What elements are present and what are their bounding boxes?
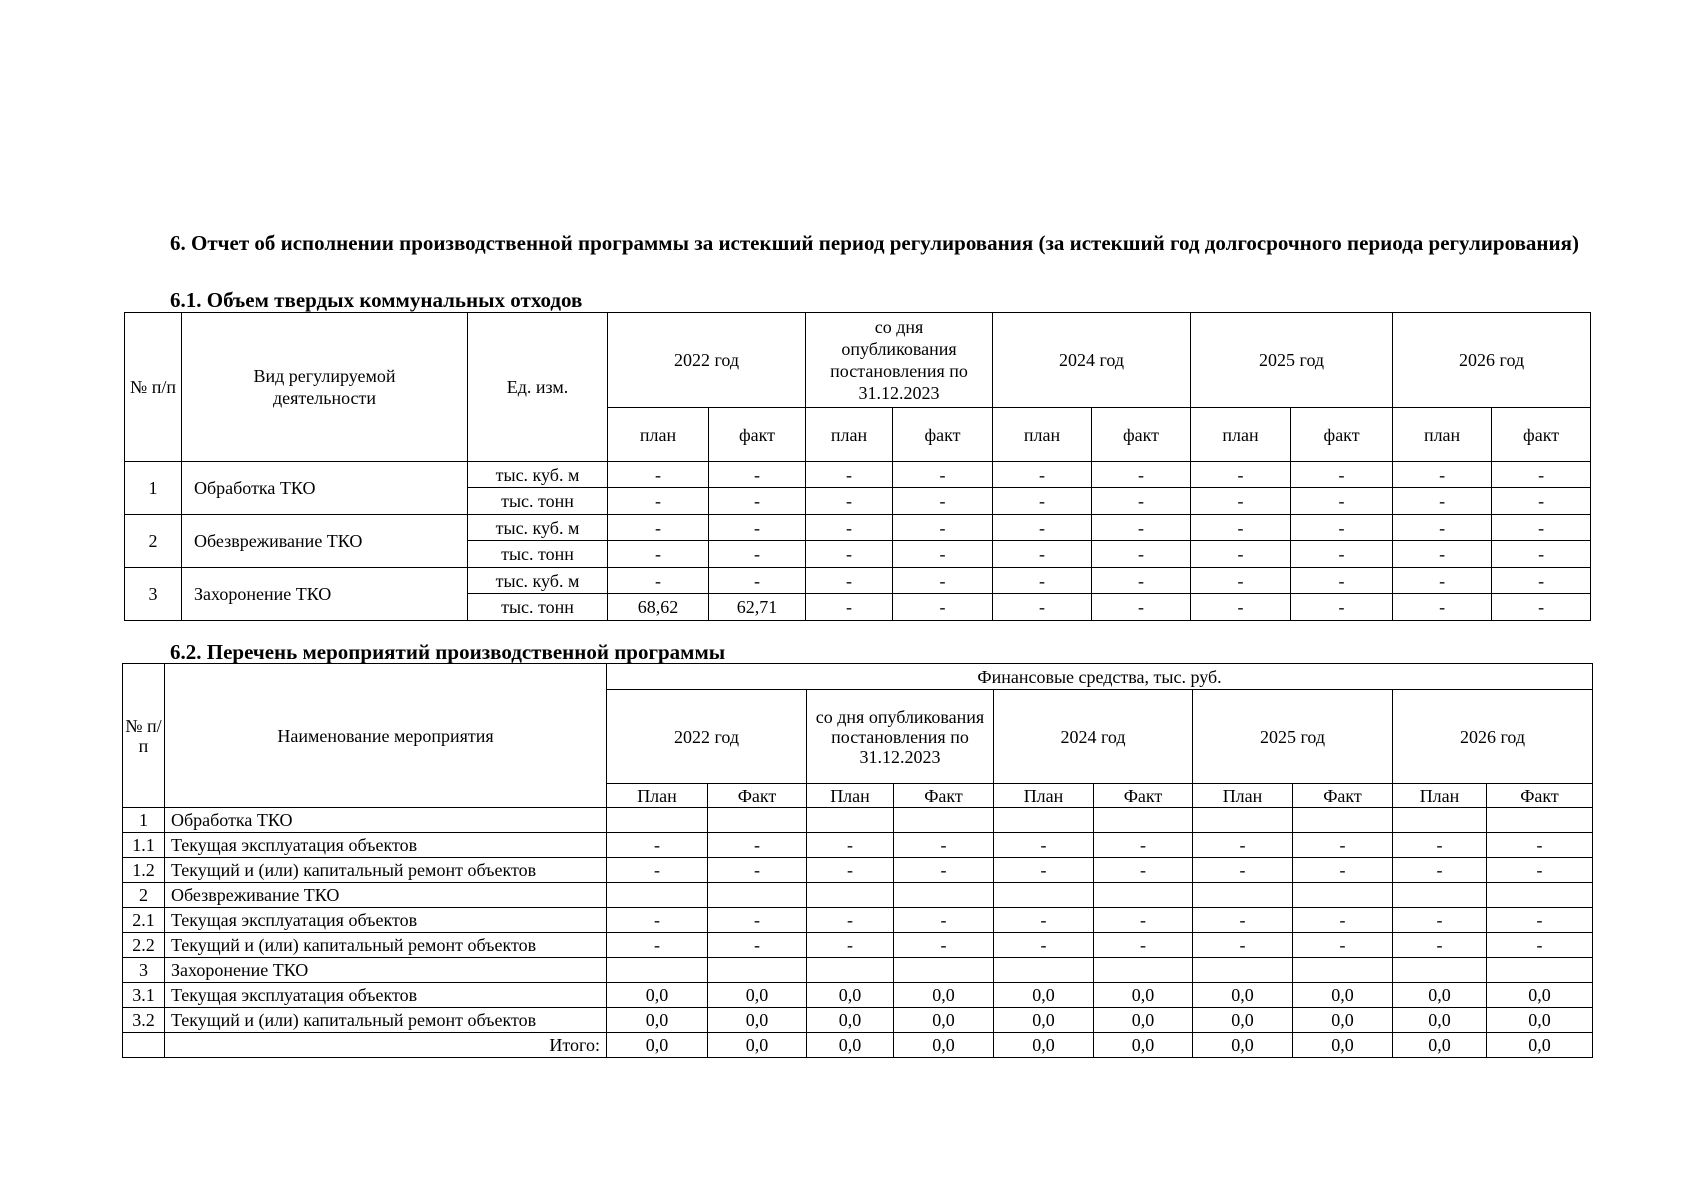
value-cell: - (608, 515, 709, 541)
row-measure-name: Обезвреживание ТКО (165, 883, 607, 908)
row-measure-name: Обработка ТКО (165, 808, 607, 833)
value-cell: 0,0 (894, 1008, 994, 1033)
section-6-title: 6. Отчет об исполнении производственной программы за истекший период регулирования (за истекший год долгосрочного периода регулирования) (170, 231, 1579, 255)
value-cell (807, 958, 894, 983)
value-cell: - (806, 462, 893, 488)
total-value-cell: 0,0 (894, 1033, 994, 1058)
value-cell: - (1487, 933, 1593, 958)
table-row (125, 515, 1591, 541)
value-cell: - (994, 933, 1094, 958)
row-measure-name: Текущий и (или) капитальный ремонт объектов (165, 933, 607, 958)
row-num: 2.2 (123, 933, 165, 958)
total-value-cell: 0,0 (994, 1033, 1094, 1058)
value-cell: - (1092, 515, 1191, 541)
value-cell: - (1492, 541, 1591, 568)
header-fact: факт (709, 408, 806, 462)
header-period-2024: 2024 год (994, 690, 1193, 784)
value-cell: 0,0 (807, 1008, 894, 1033)
value-cell: - (1191, 462, 1291, 488)
table-row (123, 858, 1593, 883)
value-cell: - (1092, 568, 1191, 594)
header-period-2022: 2022 год (607, 690, 807, 784)
value-cell: - (1492, 462, 1591, 488)
value-cell: - (994, 833, 1094, 858)
value-cell: 0,0 (708, 1008, 807, 1033)
value-cell: - (708, 908, 807, 933)
value-cell (607, 883, 708, 908)
value-cell: - (1191, 568, 1291, 594)
value-cell: - (1291, 594, 1393, 621)
value-cell: 0,0 (607, 1008, 708, 1033)
row-measure-name: Текущая эксплуатация объектов (165, 983, 607, 1008)
value-cell: 0,0 (894, 983, 994, 1008)
value-cell: - (607, 833, 708, 858)
value-cell (1393, 958, 1487, 983)
value-cell: 0,0 (1193, 1008, 1293, 1033)
value-cell (1293, 883, 1393, 908)
value-cell: - (1193, 833, 1293, 858)
header-fact: факт (1492, 408, 1591, 462)
value-cell: - (1291, 488, 1393, 515)
header-plan: План (807, 784, 894, 808)
total-value-cell: 0,0 (1193, 1033, 1293, 1058)
row-measure-name: Текущий и (или) капитальный ремонт объектов (165, 1008, 607, 1033)
row-unit: тыс. тонн (468, 488, 608, 515)
value-cell: - (1094, 858, 1193, 883)
value-cell: - (894, 858, 994, 883)
row-num: 3 (123, 958, 165, 983)
value-cell: 68,62 (608, 594, 709, 621)
header-period-2024: 2024 год (993, 313, 1191, 408)
value-cell: - (608, 462, 709, 488)
value-cell: - (994, 908, 1094, 933)
value-cell: - (709, 541, 806, 568)
value-cell (994, 958, 1094, 983)
value-cell: - (993, 594, 1092, 621)
value-cell (994, 808, 1094, 833)
header-measure-name: Наименование мероприятия (165, 664, 607, 808)
total-label: Итого: (165, 1033, 607, 1058)
waste-volume-table (124, 312, 1591, 621)
row-activity-name: Обработка ТКО (182, 462, 468, 515)
table-row (123, 933, 1593, 958)
header-period-2025: 2025 год (1191, 313, 1393, 408)
header-period-2026: 2026 год (1393, 690, 1593, 784)
row-unit: тыс. куб. м (468, 568, 608, 594)
value-cell: - (1092, 462, 1191, 488)
row-num: 2.1 (123, 908, 165, 933)
value-cell: - (1092, 488, 1191, 515)
header-period-2026: 2026 год (1393, 313, 1591, 408)
total-row (123, 1033, 1593, 1058)
value-cell (807, 808, 894, 833)
value-cell: - (1393, 568, 1492, 594)
row-measure-name: Текущая эксплуатация объектов (165, 908, 607, 933)
value-cell: 0,0 (1094, 1008, 1193, 1033)
value-cell (807, 883, 894, 908)
header-plan: План (994, 784, 1094, 808)
value-cell: - (1492, 594, 1591, 621)
value-cell (1487, 883, 1593, 908)
value-cell: - (806, 594, 893, 621)
value-cell: - (993, 488, 1092, 515)
value-cell: - (1291, 462, 1393, 488)
value-cell: - (993, 541, 1092, 568)
header-period-2025: 2025 год (1193, 690, 1393, 784)
value-cell: - (1291, 515, 1393, 541)
value-cell: - (607, 858, 708, 883)
value-cell: - (1291, 568, 1393, 594)
header-fact: Факт (708, 784, 807, 808)
value-cell: - (1487, 858, 1593, 883)
header-fact: факт (1291, 408, 1393, 462)
value-cell: - (807, 908, 894, 933)
value-cell (708, 958, 807, 983)
value-cell: - (608, 488, 709, 515)
table-row (123, 908, 1593, 933)
value-cell: - (1492, 568, 1591, 594)
value-cell: - (893, 462, 993, 488)
header-fact: факт (1092, 408, 1191, 462)
value-cell: - (1191, 541, 1291, 568)
header-period-2023: со дня опубликования постановления по 31.12.2023 (807, 690, 994, 784)
value-cell: - (993, 568, 1092, 594)
value-cell: - (1191, 515, 1291, 541)
value-cell: - (894, 908, 994, 933)
value-cell (1094, 808, 1193, 833)
value-cell: 0,0 (708, 983, 807, 1008)
row-unit: тыс. куб. м (468, 515, 608, 541)
row-num: 2 (125, 515, 182, 568)
value-cell: - (1092, 541, 1191, 568)
value-cell: - (1293, 908, 1393, 933)
value-cell: - (893, 515, 993, 541)
table-row (123, 1008, 1593, 1033)
header-period-2022: 2022 год (608, 313, 806, 408)
value-cell: - (708, 933, 807, 958)
header-finance: Финансовые средства, тыс. руб. (607, 664, 1593, 690)
value-cell: - (709, 568, 806, 594)
value-cell (1193, 808, 1293, 833)
value-cell: - (1291, 541, 1393, 568)
row-measure-name: Захоронение ТКО (165, 958, 607, 983)
value-cell: - (1492, 488, 1591, 515)
header-activity: Вид регулируемой деятельности (182, 313, 468, 462)
value-cell: - (1487, 908, 1593, 933)
value-cell (607, 958, 708, 983)
value-cell: 0,0 (1094, 983, 1193, 1008)
value-cell: 0,0 (1487, 983, 1593, 1008)
header-fact: Факт (1094, 784, 1193, 808)
row-measure-name: Текущая эксплуатация объектов (165, 833, 607, 858)
value-cell: - (607, 933, 708, 958)
row-num: 3.2 (123, 1008, 165, 1033)
table-row (123, 833, 1593, 858)
row-activity-name: Захоронение ТКО (182, 568, 468, 621)
total-value-cell: 0,0 (1094, 1033, 1193, 1058)
header-fact: Факт (894, 784, 994, 808)
row-num: 1.2 (123, 858, 165, 883)
value-cell: - (1191, 594, 1291, 621)
value-cell: - (708, 833, 807, 858)
row-measure-name: Текущий и (или) капитальный ремонт объектов (165, 858, 607, 883)
header-fact: факт (893, 408, 993, 462)
value-cell: 0,0 (1393, 983, 1487, 1008)
value-cell: 0,0 (1487, 1008, 1593, 1033)
value-cell: - (993, 462, 1092, 488)
value-cell: - (1393, 541, 1492, 568)
header-num: № п/п (123, 664, 165, 808)
row-unit: тыс. тонн (468, 594, 608, 621)
row-activity-name: Обезвреживание ТКО (182, 515, 468, 568)
value-cell (708, 808, 807, 833)
total-num-empty (123, 1033, 165, 1058)
value-cell: - (806, 568, 893, 594)
header-num: № п/п (125, 313, 182, 462)
value-cell: - (1393, 933, 1487, 958)
section-6-1-title: 6.1. Объем твердых коммунальных отходов (170, 288, 583, 312)
value-cell: - (1191, 488, 1291, 515)
value-cell: - (608, 541, 709, 568)
value-cell: 0,0 (1293, 983, 1393, 1008)
value-cell: - (1393, 833, 1487, 858)
value-cell (1393, 808, 1487, 833)
value-cell: 0,0 (994, 1008, 1094, 1033)
value-cell: - (1193, 933, 1293, 958)
table-row (125, 462, 1591, 488)
value-cell (1193, 958, 1293, 983)
value-cell: - (1293, 833, 1393, 858)
header-plan: План (1193, 784, 1293, 808)
value-cell: - (1492, 515, 1591, 541)
program-measures-table (122, 663, 1593, 1058)
value-cell: - (1487, 833, 1593, 858)
value-cell: - (1393, 594, 1492, 621)
value-cell: 0,0 (1193, 983, 1293, 1008)
header-plan: План (607, 784, 708, 808)
total-value-cell: 0,0 (607, 1033, 708, 1058)
value-cell: - (1193, 908, 1293, 933)
section-6-2-title: 6.2. Перечень мероприятий производственной программы (170, 640, 726, 664)
header-unit: Ед. изм. (468, 313, 608, 462)
value-cell (1487, 808, 1593, 833)
value-cell: - (1393, 858, 1487, 883)
value-cell (1293, 958, 1393, 983)
value-cell: - (1094, 833, 1193, 858)
value-cell: 0,0 (807, 983, 894, 1008)
value-cell: 0,0 (607, 983, 708, 1008)
header-plan: план (1191, 408, 1291, 462)
value-cell: - (708, 858, 807, 883)
value-cell: - (1393, 462, 1492, 488)
row-num: 3 (125, 568, 182, 621)
value-cell: - (807, 833, 894, 858)
row-num: 1 (123, 808, 165, 833)
value-cell: - (806, 541, 893, 568)
value-cell (894, 808, 994, 833)
total-value-cell: 0,0 (1393, 1033, 1487, 1058)
value-cell: - (709, 515, 806, 541)
value-cell: - (993, 515, 1092, 541)
row-unit: тыс. куб. м (468, 462, 608, 488)
header-plan: план (1393, 408, 1492, 462)
value-cell: - (893, 488, 993, 515)
value-cell (894, 958, 994, 983)
table-row (123, 883, 1593, 908)
row-num: 3.1 (123, 983, 165, 1008)
value-cell: 0,0 (1293, 1008, 1393, 1033)
value-cell: - (1193, 858, 1293, 883)
total-value-cell: 0,0 (708, 1033, 807, 1058)
row-unit: тыс. тонн (468, 541, 608, 568)
value-cell (1094, 883, 1193, 908)
table-row (123, 808, 1593, 833)
value-cell: - (1293, 933, 1393, 958)
header-fact: Факт (1293, 784, 1393, 808)
value-cell (1094, 958, 1193, 983)
total-value-cell: 0,0 (1487, 1033, 1593, 1058)
row-num: 2 (123, 883, 165, 908)
value-cell: - (1094, 933, 1193, 958)
value-cell: - (807, 933, 894, 958)
value-cell: - (894, 933, 994, 958)
header-plan: План (1393, 784, 1487, 808)
total-value-cell: 0,0 (1293, 1033, 1393, 1058)
value-cell (1487, 958, 1593, 983)
value-cell (994, 883, 1094, 908)
row-num: 1.1 (123, 833, 165, 858)
value-cell: - (806, 488, 893, 515)
value-cell: - (994, 858, 1094, 883)
value-cell (1193, 883, 1293, 908)
value-cell: - (1092, 594, 1191, 621)
value-cell: - (893, 541, 993, 568)
value-cell: - (1293, 858, 1393, 883)
value-cell: 0,0 (1393, 1008, 1487, 1033)
value-cell: - (806, 515, 893, 541)
table-row (125, 568, 1591, 594)
value-cell: - (893, 594, 993, 621)
value-cell: - (1393, 908, 1487, 933)
value-cell (894, 883, 994, 908)
table-row (123, 958, 1593, 983)
value-cell (708, 883, 807, 908)
value-cell (607, 808, 708, 833)
value-cell: - (894, 833, 994, 858)
row-num: 1 (125, 462, 182, 515)
value-cell: - (807, 858, 894, 883)
value-cell: - (607, 908, 708, 933)
total-value-cell: 0,0 (807, 1033, 894, 1058)
value-cell: - (608, 568, 709, 594)
value-cell (1293, 808, 1393, 833)
value-cell: 62,71 (709, 594, 806, 621)
value-cell: - (1393, 515, 1492, 541)
table-row (123, 983, 1593, 1008)
header-plan: план (608, 408, 709, 462)
value-cell: - (709, 488, 806, 515)
header-period-2023: со дня опубликования постановления по 31.12.2023 (806, 313, 993, 408)
value-cell: - (1094, 908, 1193, 933)
value-cell: 0,0 (994, 983, 1094, 1008)
value-cell: - (893, 568, 993, 594)
value-cell: - (709, 462, 806, 488)
value-cell (1393, 883, 1487, 908)
value-cell: - (1393, 488, 1492, 515)
header-fact: Факт (1487, 784, 1593, 808)
header-plan: план (993, 408, 1092, 462)
header-plan: план (806, 408, 893, 462)
